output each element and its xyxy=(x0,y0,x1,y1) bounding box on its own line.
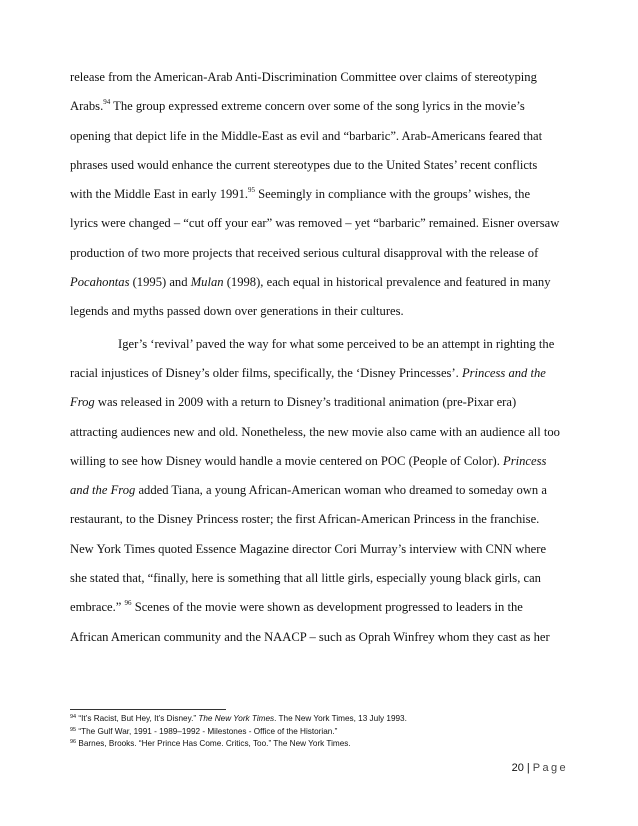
p2-line-3 xyxy=(70,388,570,417)
p1-line-6: lyrics were changed – “cut off your ear” was removed – yet “barbaric” remained. Eisner oversaw xyxy=(70,216,560,231)
film-title-and-the-frog: and the Frog xyxy=(70,483,136,498)
footnote-95 xyxy=(70,726,570,739)
p1-line-1: release from the American-Arab Anti-Discrimination Committee over claims of stereotyping xyxy=(70,70,537,84)
footnote-number: 96 xyxy=(70,739,77,746)
page-label: Page xyxy=(532,762,568,774)
p1-line-8-text-b: (1998), each equal in historical prevalence and featured in many xyxy=(223,275,551,290)
p1-line-8-text: (1995) and xyxy=(129,275,191,290)
page-footer xyxy=(512,762,568,774)
p2-line-1: Iger’s ‘revival’ paved the way for what some perceived to be an attempt in righting the xyxy=(118,336,555,351)
p2-line-5-text: willing to see how Disney would handle a movie centered on POC (People of Color). xyxy=(70,453,504,468)
p2-line-4: attracting audiences new and old. Nonetheless, the new movie also came with an audience all too xyxy=(70,424,560,439)
footnote-number: 94 xyxy=(70,714,77,720)
footer-separator: | xyxy=(526,762,530,774)
footnotes xyxy=(70,713,570,751)
p2-line-10 xyxy=(70,593,570,622)
p2-line-9: she stated that, “finally, here is something that all little girls, especially young black girls, can xyxy=(70,571,541,586)
footnote-number: 95 xyxy=(70,726,77,733)
p2-line-10-text: embrace.” xyxy=(70,600,125,615)
footnote-text: “It’s Racist, But Hey, It’s Disney.” xyxy=(76,714,199,723)
footnote-ref-96[interactable]: 96 xyxy=(124,599,132,608)
page-number: 20 xyxy=(511,762,524,774)
footnote-96 xyxy=(70,738,570,751)
p1-line-8 xyxy=(70,268,570,297)
p1-line-5-text: with the Middle East in early 1991. xyxy=(70,187,249,202)
p1-line-2 xyxy=(70,92,570,121)
p2-line-3-text: was released in 2009 with a return to Disney’s traditional animation (pre-Pixar era) xyxy=(94,395,517,410)
footnote-94 xyxy=(70,713,570,726)
p2-line-6-text: added Tiana, a young African-American woman who dreamed to someday own a xyxy=(135,483,547,498)
film-title-princess: Princess xyxy=(503,453,547,468)
film-title-mulan: Mulan xyxy=(190,275,224,290)
p2-line-7: restaurant, to the Disney Princess roster; the first African-American Princess in the franchise. xyxy=(70,512,540,527)
footnote-ref-94[interactable]: 94 xyxy=(103,98,111,107)
footnote-ref-95[interactable]: 95 xyxy=(248,186,256,195)
footnote-text: “The Gulf War, 1991 - 1989–1992 - Milestones - Office of the Historian.” xyxy=(76,726,338,736)
p2-line-5 xyxy=(70,447,570,476)
footnote-text-b: . The New York Times, 13 July 1993. xyxy=(274,714,407,723)
p2-line-2 xyxy=(70,359,570,388)
footnote-separator xyxy=(70,709,226,710)
footnote-source-title: The New York Times xyxy=(198,714,275,723)
p1-line-2-text-b: The group expressed extreme concern over some of the song lyrics in the movie’s xyxy=(110,99,525,114)
p1-line-5 xyxy=(70,180,570,209)
p1-line-3: opening that depict life in the Middle-East as evil and “barbaric”. Arab-Americans feared that xyxy=(70,128,543,143)
film-title-princess-frog: Princess and the xyxy=(461,365,546,380)
film-title-pocahontas: Pocahontas xyxy=(70,275,130,290)
p1-line-7: production of two more projects that received serious cultural disapproval with the release of xyxy=(70,245,539,260)
p1-line-9: legends and myths passed down over generations in their cultures. xyxy=(70,304,404,319)
p2-line-11: African American community and the NAACP – such as Oprah Winfrey whom they cast as her xyxy=(70,629,550,644)
p2-line-10-text-b: Scenes of the movie were shown as development progressed to leaders in the xyxy=(131,600,523,615)
p2-line-6 xyxy=(70,476,570,505)
p2-line-2-text: racial injustices of Disney’s older films, specifically, the ‘Disney Princesses’. xyxy=(70,365,462,380)
footnote-text: Barnes, Brooks. “Her Prince Has Come. Critics, Too.” The New York Times. xyxy=(76,739,351,749)
film-title-frog: Frog xyxy=(70,395,95,410)
p1-line-2-text: Arabs. xyxy=(70,99,104,114)
p1-line-4: phrases used would enhance the current stereotypes due to the United States’ recent conflicts xyxy=(70,157,538,172)
p1-line-5-text-b: Seemingly in compliance with the groups’ wishes, the xyxy=(255,187,531,202)
body-text xyxy=(70,63,570,652)
p2-line-8: New York Times quoted Essence Magazine director Cori Murray’s interview with CNN where xyxy=(70,541,547,556)
